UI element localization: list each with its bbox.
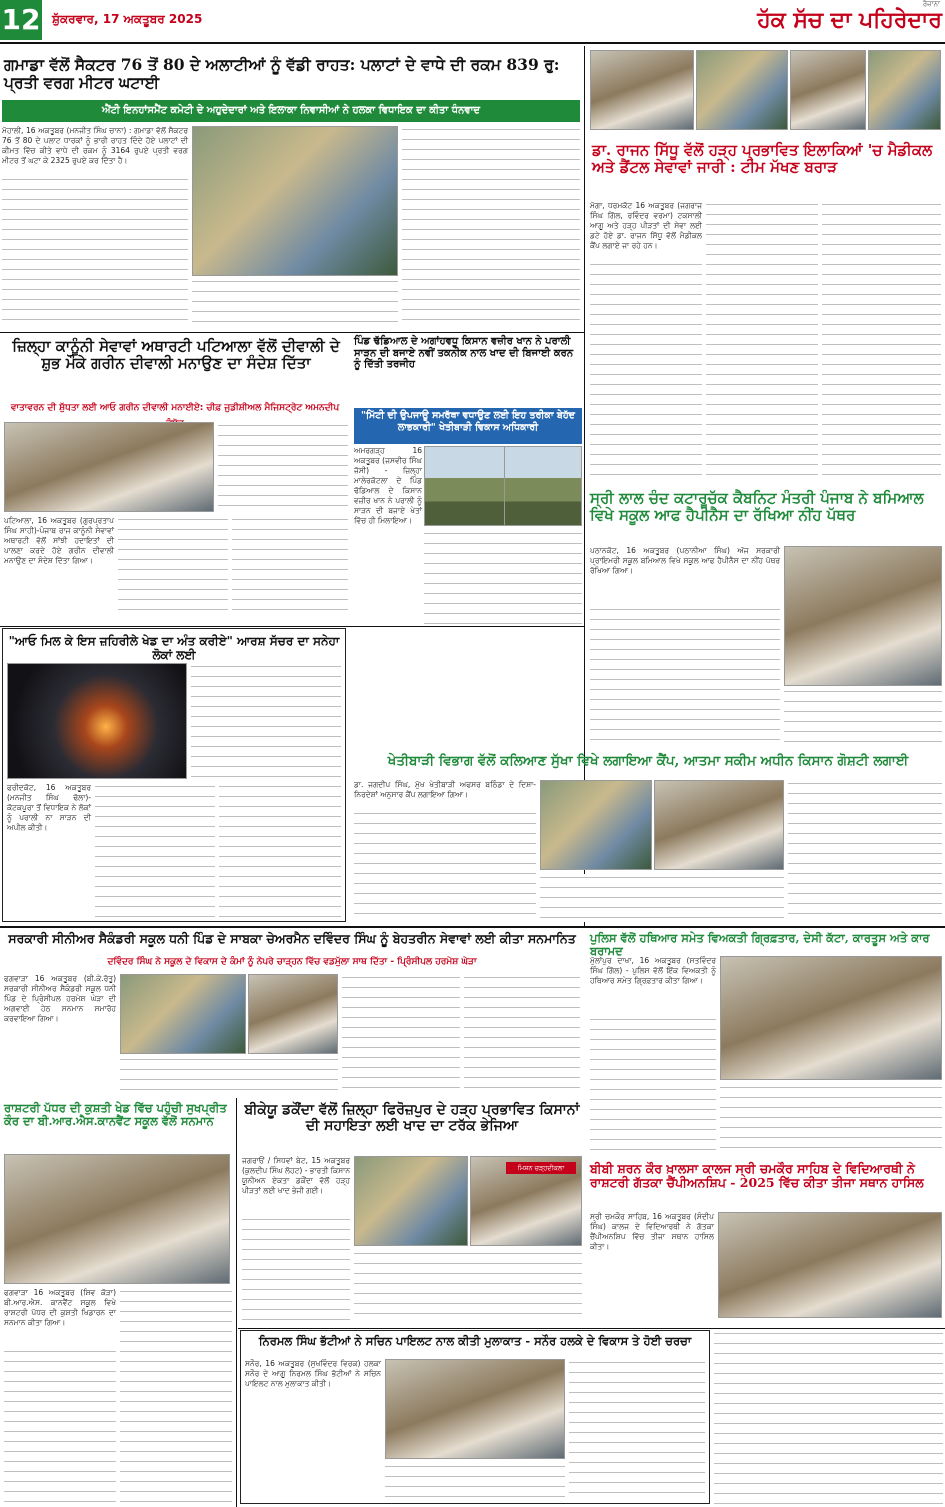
photo-police: [720, 956, 942, 1080]
body-text: [232, 516, 348, 616]
dateline: ਪਟਿਆਲਾ, 16 ਅਕਤੂਬਰ (ਗੁਰਪ੍ਰਤਾਪ ਸਿੰਘ ਸਾਹੀ)-ਪੰਜਾਬ ਰਾਜ ਕਾਨੂੰਨੀ ਸੇਵਾਵਾਂ ਅਥਾਰਟੀ ਵੱਲੋਂ ਸਾਂਝੀ ਹਦਾਇਤਾਂ ਦੀ ਪਾਲਣਾ ਕਰਦੇ ਹੋਏ ਗਰੀਨ ਦੀਵਾਲੀ ਮਨਾਉਣ ਦਾ ਸੰਦੇਸ਼ ਦਿੱਤਾ ਗਿਆ।: [4, 516, 114, 565]
body-text: [95, 783, 215, 919]
headline: ਬੀਬੀ ਸ਼ਰਨ ਕੌਰ ਖ਼ਾਲਸਾ ਕਾਲਜ ਸ੍ਰੀ ਚਮਕੌਰ ਸਾਹਿਬ ਦੇ ਵਿਦਿਆਰਥੀ ਨੇ ਰਾਸ਼ਟਰੀ ਗੱਤਕਾ ਚੈਂਪੀਅਨਸ਼ਿਪ - 2025 ਵਿੱਚ ਕੀਤਾ ਤੀਜਾ ਸਥਾਨ ਹਾਸਿਲ: [590, 1161, 924, 1191]
subhead-bar: ਐਂਟੀ ਇਨਹਾਂਸਮੈਂਟ ਕਮੇਟੀ ਦੇ ਅਹੁਦੇਦਾਰਾਂ ਅਤੇ ਇਲਾਕਾ ਨਿਵਾਸੀਆਂ ਨੇ ਹਲਕਾ ਵਿਧਾਇਕ ਦਾ ਕੀਤਾ ਧੰਨਵਾਦ: [2, 100, 580, 122]
body-text: [590, 606, 780, 746]
body-text: [540, 874, 784, 922]
body-text: [714, 1330, 943, 1504]
dateline: ਮੋਹਾਲੀ, 16 ਅਕਤੂਬਰ (ਮਨਜੀਤ ਸਿੰਘ ਚਾਨਾ) : ਗਮਾਡਾ ਵੱਲੋਂ ਸੈਕਟਰ 76 ਤੋਂ 80 ਦੇ ਪਲਾਟ ਧਾਰਕਾਂ ਨੂੰ ਭਾਰੀ ਰਾਹਤ ਦਿੰਦੇ ਹੋਏ ਪਲਾਟਾਂ ਦੀ ਕੀਮਤ ਵਿੱਚ ਕੀਤੇ ਵਾਧੇ ਦੀ ਰਕਮ ਨੂੰ 3164 ਰੁਪਏ ਪ੍ਰਤੀ ਵਰਗ ਮੀਟਰ ਤੋਂ ਘਟਾ ਕੇ 2325 ਰੁਪਏ ਕਰ ਦਿੱਤਾ ਹੈ।: [2, 126, 188, 165]
body-text: [118, 516, 228, 616]
body-text: [342, 974, 460, 1094]
headline: ਗਮਾਡਾ ਵੱਲੋਂ ਸੈਕਟਰ 76 ਤੋਂ 80 ਦੇ ਅਲਾਟੀਆਂ ਨੂੰ ਵੱਡੀ ਰਾਹਤ: ਪਲਾਟਾਂ ਦੇ ਵਾਧੇ ਦੀ ਰਕਮ 839 ਰੁ: ਪ੍ਰਤੀ ਵਰਗ ਮੀਟਰ ਘਟਾਈ: [4, 55, 560, 92]
body-text: [2, 176, 188, 326]
article-police: [586, 928, 945, 1156]
header-rule: [0, 42, 945, 44]
photo-medical-3: [790, 50, 866, 130]
body-text: [590, 1016, 716, 1152]
body-text: [402, 126, 580, 326]
article-gmada: [0, 46, 582, 331]
photo-sachin-pilot: [385, 1359, 565, 1459]
divider: [0, 332, 584, 333]
body-text: [590, 261, 702, 481]
article-school-honor: [0, 928, 584, 1098]
body-text: [218, 422, 348, 512]
article-nirmal-singh: [240, 1330, 710, 1504]
article-gatka: [586, 1158, 945, 1326]
photo-school-honor-2: [248, 974, 338, 1054]
header-date: ਸ਼ੁੱਕਰਵਾਰ, 17 ਅਕਤੂਬਰ 2025: [52, 12, 203, 26]
headline: "ਆਓ ਮਿਲ ਕੇ ਇਸ ਜ਼ਹਿਰੀਲੇ ਖੇਡ ਦਾ ਅੰਤ ਕਰੀਏ" ਆਰਸ਼ ਸੱਚਰ ਦਾ ਸਨੇਹਾ ਲੋਕਾਂ ਲਈ: [8, 634, 340, 662]
page-number: 12: [0, 0, 42, 40]
article-farmer: [352, 334, 584, 624]
photo-fire: [7, 663, 187, 779]
dateline: ਸ੍ਰੀ ਚਮਕੌਰ ਸਾਹਿਬ, 16 ਅਕਤੂਬਰ (ਸੰਦੀਪ ਸਿੰਘ) ਕਾਲਜ ਦੇ ਵਿਦਿਆਰਥੀ ਨੇ ਗੱਤਕਾ ਚੈਂਪੀਅਨਸ਼ਿਪ ਵਿੱਚ ਤੀਜਾ ਸਥਾਨ ਹਾਸਿਲ ਕੀਤਾ।: [590, 1212, 714, 1251]
body-text: [720, 1084, 942, 1152]
headline: ਬੀਕੇਯੂ ਡਕੌਂਦਾ ਵੱਲੋਂ ਜ਼ਿਲ੍ਹਾ ਫਿਰੋਜ਼ਪੁਰ ਦੇ ਹੜ੍ਹ ਪ੍ਰਭਾਵਿਤ ਕਿਸਾਨਾਂ ਦੀ ਸਹਾਇਤਾ ਲਈ ਖਾਦ ਦਾ ਟਰੱਕ ਭੇਜਿਆ: [244, 1102, 580, 1135]
headline: ਡਾ. ਰਾਜਨ ਸਿੱਧੂ ਵੱਲੋਂ ਹੜ੍ਹ ਪ੍ਰਭਾਵਿਤ ਇਲਾਕਿਆਂ 'ਚ ਮੈਡੀਕਲ ਅਤੇ ਡੈਂਟਲ ਸੇਵਾਵਾਂ ਜਾਰੀ : ਟੀਮ ਮੱਖਣ ਬਰਾੜ: [592, 141, 933, 177]
subhead: ਦਵਿੰਦਰ ਸਿੰਘ ਨੇ ਸਕੂਲ ਦੇ ਵਿਕਾਸ ਦੇ ਕੰਮਾਂ ਨੂੰ ਨੇਪਰੇ ਚਾੜ੍ਹਨ ਵਿੱਚ ਵਡਮੁੱਲਾ ਸਾਥ ਦਿੱਤਾ - ਪ੍ਰਿੰਸੀਪਲ ਹਰਮੇਸ਼ ਘੇੜਾ: [107, 957, 477, 967]
body-text: [354, 1250, 582, 1322]
body-text: [242, 1216, 350, 1322]
body-text: [784, 688, 942, 746]
body-text: [120, 1056, 338, 1094]
banner-label: ਮਿਸ਼ਨ ਚੜ੍ਹਦੀਕਲਾ: [506, 1162, 576, 1174]
dateline: ਸਨੌਰ, 16 ਅਕਤੂਬਰ (ਸੁਖਵਿੰਦਰ ਵਿਰਕ) ਹਲਕਾ ਸਨੌਰ ਦੇ ਆਗੂ ਨਿਰਮਲ ਸਿੰਘ ਭੱਟੀਆਂ ਨੇ ਸਚਿਨ ਪਾਇਲਟ ਨਾਲ ਮੁਲਾਕਾਤ ਕੀਤੀ।: [245, 1359, 381, 1388]
body-text: [120, 1288, 232, 1503]
body-text: [192, 278, 398, 326]
divider: [0, 626, 584, 627]
photo-gmada-group: [192, 126, 398, 276]
divider: [236, 1098, 237, 1507]
dateline: ਅਮਰਗੜ੍ਹ 16 ਅਕਤੂਬਰ (ਜਸਵੀਰ ਸਿੰਘ ਜੱਸੀ) - ਜ਼ਿਲ੍ਹਾ ਮਾਲੇਰਕੋਟਲਾ ਦੇ ਪਿੰਡ ਢੱਡਿਆਲ ਦੇ ਕਿਸਾਨ ਵਜ਼ੀਰ ਖਾਨ ਨੇ ਪਰਾਲੀ ਨੂੰ ਸਾੜਨ ਦੀ ਬਜਾਏ ਖੇਤਾਂ ਵਿੱਚ ਹੀ ਮਿਲਾਇਆ।: [354, 446, 422, 525]
photo-medical-2: [696, 50, 788, 130]
photo-school-honor-1: [120, 974, 246, 1054]
article-legal-services: [0, 334, 350, 624]
headline: ਰਾਸ਼ਟਰੀ ਪੱਧਰ ਦੀ ਕੁਸ਼ਤੀ ਖੇਡ ਵਿੱਚ ਪਹੁੰਚੀ ਸੁਖਪ੍ਰੀਤ ਕੌਰ ਦਾ ਬੀ.ਆਰ.ਐਸ.ਕਾਨਵੈਂਟ ਸਕੂਲ ਵੱਲੋਂ ਸਨਮਾਨ: [4, 1101, 227, 1129]
body-text: [4, 1348, 116, 1503]
dateline: ਜਗਰਾਓਂ / ਸਿਧਵਾਂ ਬੇਟ, 15 ਅਕਤੂਬਰ (ਕੁਲਦੀਪ ਸਿੰਘ ਲੋਹਟ) - ਭਾਰਤੀ ਕਿਸਾਨ ਯੂਨੀਅਨ ਏਕਤਾ ਡਕੌਂਦਾ ਵੱਲੋਂ ਹੜ੍ਹ ਪੀੜਤਾਂ ਲਈ ਖਾਦ ਭੇਜੀ ਗਈ।: [242, 1156, 351, 1195]
divider: [238, 1328, 945, 1329]
article-wrestling: [0, 1100, 234, 1507]
dateline: ਡਾ. ਜਗਦੀਪ ਸਿੰਘ, ਮੁੱਖ ਖੇਤੀਬਾੜੀ ਅਫਸਰ ਬਠਿੰਡਾ ਦੇ ਦਿਸ਼ਾ-ਨਿਰਦੇਸ਼ਾਂ ਅਨੁਸਾਰ ਕੈਂਪ ਲਗਾਇਆ ਗਿਆ।: [354, 780, 536, 799]
body-text: [706, 201, 818, 481]
headline: ਖੇਤੀਬਾੜੀ ਵਿਭਾਗ ਵੱਲੋਂ ਕਲਿਆਣ ਸੁੱਖਾ ਵਿਖੇ ਲਗਾਇਆ ਕੈਂਪ, ਆਤਮਾ ਸਕੀਮ ਅਧੀਨ ਕਿਸਾਨ ਗੋਸ਼ਟੀ ਲਗਾਈ: [387, 753, 909, 769]
headline: ਜ਼ਿਲ੍ਹਾ ਕਾਨੂੰਨੀ ਸੇਵਾਵਾਂ ਅਥਾਰਟੀ ਪਟਿਆਲਾ ਵੱਲੋਂ ਦੀਵਾਲੀ ਦੇ ਸ਼ੁਭ ਮੌਕੇ ਗਰੀਨ ਦੀਵਾਲੀ ਮਨਾਉਣ ਦਾ ਸੰਦੇਸ਼ ਦਿੱਤਾ: [12, 337, 340, 373]
body-text: [219, 783, 341, 919]
headline: ਨਿਰਮਲ ਸਿੰਘ ਭੱਟੀਆਂ ਨੇ ਸਚਿਨ ਪਾਇਲਟ ਨਾਲ ਕੀਤੀ ਮੁਲਾਕਾਤ - ਸਨੌਰ ਹਲਕੇ ਦੇ ਵਿਕਾਸ ਤੇ ਹੋਈ ਚਰਚਾ: [258, 1334, 692, 1348]
photo-minister: [784, 546, 942, 686]
dateline: ਮੁੱਲਾਂਪੁਰ ਦਾਖਾ, 16 ਅਕਤੂਬਰ (ਸਤਵਿੰਦਰ ਸਿੰਘ ਗਿੱਲ) - ਪੁਲਿਸ ਵੱਲੋਂ ਇੱਕ ਵਿਅਕਤੀ ਨੂੰ ਹਥਿਆਰ ਸਮੇਤ ਗ੍ਰਿਫ਼ਤਾਰ ਕੀਤਾ ਗਿਆ।: [590, 956, 716, 985]
body-text: [354, 810, 536, 922]
photo-bku-truck: [354, 1156, 468, 1246]
article-arsh-sachar: [2, 628, 346, 922]
photo-agri-camp-1: [540, 780, 652, 870]
headline: ਪਿੰਡ ਢੱਡਿਆਲ ਦੇ ਅਗਾਂਹਵਧੂ ਕਿਸਾਨ ਵਜ਼ੀਰ ਖਾਨ ਨੇ ਪਰਾਲੀ ਸਾੜਨ ਦੀ ਬਜਾਏ ਨਵੀਂ ਤਕਨੀਕ ਨਾਲ ਖਾਦ ਦੀ ਬਿਜਾਈ ਕਰਨ ਨੂੰ ਦਿੱਤੀ ਤਰਜੀਹ: [354, 336, 574, 370]
photo-medical-4: [868, 50, 941, 130]
dateline: ਮੋਗਾ, ਧਰਮਕੋਟ 16 ਅਕਤੂਬਰ (ਜਗਰਾਜ ਸਿੰਘ ਗਿੱਲ, ਰਵਿੰਦਰ ਵਰਮਾ) ਟਕਸਾਲੀ ਆਗੂ ਅਤੇ ਹੜ੍ਹ ਪੀੜਤਾਂ ਦੀ ਸੇਵਾ ਲਈ ਡਟੇ ਹੋਏ ਡਾ. ਰਾਜਨ ਸਿੱਧੂ ਵੱਲੋਂ ਮੈਡੀਕਲ ਕੈਂਪ ਲਗਾਏ ਜਾ ਰਹੇ ਹਨ।: [590, 201, 702, 250]
masthead-small: ਰੋਜ਼ਾਨਾ: [922, 0, 940, 8]
body-text: [385, 1463, 565, 1499]
dateline: ਪਠਾਨਕੋਟ, 16 ਅਕਤੂਬਰ (ਪਠਾਨੀਆ ਸਿੰਘ) ਅੱਜ ਸਰਕਾਰੀ ਪ੍ਰਾਇਮਰੀ ਸਕੂਲ ਬਮਿਆਲ ਵਿਖੇ ਸਕੂਲ ਆਫ ਹੈਪੀਨੈਸ ਦਾ ਨੀਂਹ ਪੱਥਰ ਰੱਖਿਆ ਗਿਆ।: [590, 546, 780, 575]
body-text: [191, 663, 341, 779]
article-medical-camp: [586, 46, 945, 486]
pullquote: "ਮਿੱਟੀ ਦੀ ਉਪਜਾਊ ਸਮਰੱਥਾ ਵਧਾਉਣ ਲਈ ਇਹ ਤਰੀਕਾ ਬੇਹੱਦ ਲਾਭਕਾਰੀ" ਖੇਤੀਬਾੜੀ ਵਿਕਾਸ ਅਧਿਕਾਰੀ: [354, 408, 582, 444]
body-text: [822, 201, 941, 481]
dateline: ਫਗਵਾੜਾ 16 ਅਕਤੂਬਰ (ਬੀ.ਕੇ.ਰੱਤੂ) ਸਰਕਾਰੀ ਸੀਨੀਅਰ ਸੈਕੰਡਰੀ ਸਕੂਲ ਧਨੀ ਪਿੰਡ ਦੇ ਪ੍ਰਿੰਸੀਪਲ ਹਰਮੇਸ਼ ਘੇੜਾ ਦੀ ਅਗਵਾਈ ਹੇਠ ਸਨਮਾਨ ਸਮਾਰੋਹ ਕਰਵਾਇਆ ਗਿਆ।: [4, 974, 116, 1023]
photo-wrestling: [4, 1154, 230, 1284]
photo-medical-1: [590, 50, 694, 130]
article-agri-camp: [350, 752, 945, 924]
photo-green-diwali: [4, 422, 214, 512]
photo-agri-camp-2: [654, 780, 784, 870]
article-school-happiness: [586, 488, 945, 750]
headline: ਸ੍ਰੀ ਲਾਲ ਚੰਦ ਕਟਾਰੂਚੱਕ ਕੈਬਨਿਟ ਮੰਤਰੀ ਪੰਜਾਬ ਨੇ ਬਮਿਆਲ ਵਿਖੇ ਸਕੂਲ ਆਫ ਹੈਪੀਨੈਸ ਦਾ ਰੱਖਿਆ ਨੀਂਹ ਪੱਥਰ: [590, 489, 924, 525]
subhead: ਵਾਤਾਵਰਨ ਦੀ ਸ਼ੁੱਧਤਾ ਲਈ ਆਓ ਗਰੀਨ ਦੀਵਾਲੀ ਮਨਾਈਏ: ਚੀਫ਼ ਜੁਡੀਸ਼ੀਅਲ ਮੈਜਿਸਟ੍ਰੇਟ ਅਮਨਦੀਪ: [10, 403, 340, 413]
body-text: [569, 1359, 705, 1499]
masthead: ਹੱਕ ਸੱਚ ਦਾ ਪਹਿਰੇਦਾਰ: [757, 7, 942, 33]
body-text: [464, 974, 580, 1094]
photo-farmer-field-2: [504, 446, 582, 526]
body-text: [788, 780, 942, 922]
headline: ਪੁਲਿਸ ਵੱਲੋਂ ਹਥਿਆਰ ਸਮੇਤ ਵਿਅਕਤੀ ਗ੍ਰਿਫ਼ਤਾਰ, ਦੇਸੀ ਕੱਟਾ, ਕਾਰਤੂਸ ਅਤੇ ਕਾਰ ਬਰਾਮਦ: [590, 931, 930, 959]
photo-gatka: [718, 1212, 942, 1318]
dateline: ਫਗਵਾੜਾ 16 ਅਕਤੂਬਰ (ਸ਼ਿਵ ਕੋੜਾ) ਬੀ.ਆਰ.ਐਸ. ਕਾਨਵੈਂਟ ਸਕੂਲ ਵਿਖੇ ਰਾਸ਼ਟਰੀ ਪੱਧਰ ਦੀ ਕੁਸ਼ਤੀ ਖਿਡਾਰਨ ਦਾ ਸਨਮਾਨ ਕੀਤਾ ਗਿਆ।: [4, 1288, 116, 1327]
article-bku: [238, 1100, 584, 1326]
headline: ਸਰਕਾਰੀ ਸੀਨੀਅਰ ਸੈਕੰਡਰੀ ਸਕੂਲ ਧਨੀ ਪਿੰਡ ਦੇ ਸਾਬਕਾ ਚੇਅਰਮੈਨ ਦਵਿੰਦਰ ਸਿੰਘ ਨੂੰ ਬੇਹਤਰੀਨ ਸੇਵਾਵਾਂ ਲਈ ਕੀਤਾ ਸਨਮਾਨਿਤ: [8, 931, 576, 946]
dateline: ਫਰੀਦਕੋਟ, 16 ਅਕਤੂਬਰ (ਮਨਜੀਤ ਸਿੰਘ ਢੱਲਾ)-ਕੋਟਕਪੂਰਾ ਤੋਂ ਵਿਧਾਇਕ ਨੇ ਲੋਕਾਂ ਨੂੰ ਪਰਾਲੀ ਨਾ ਸਾੜਨ ਦੀ ਅਪੀਲ ਕੀਤੀ।: [7, 783, 91, 832]
body-text: [424, 530, 582, 624]
page-header: [0, 0, 945, 44]
